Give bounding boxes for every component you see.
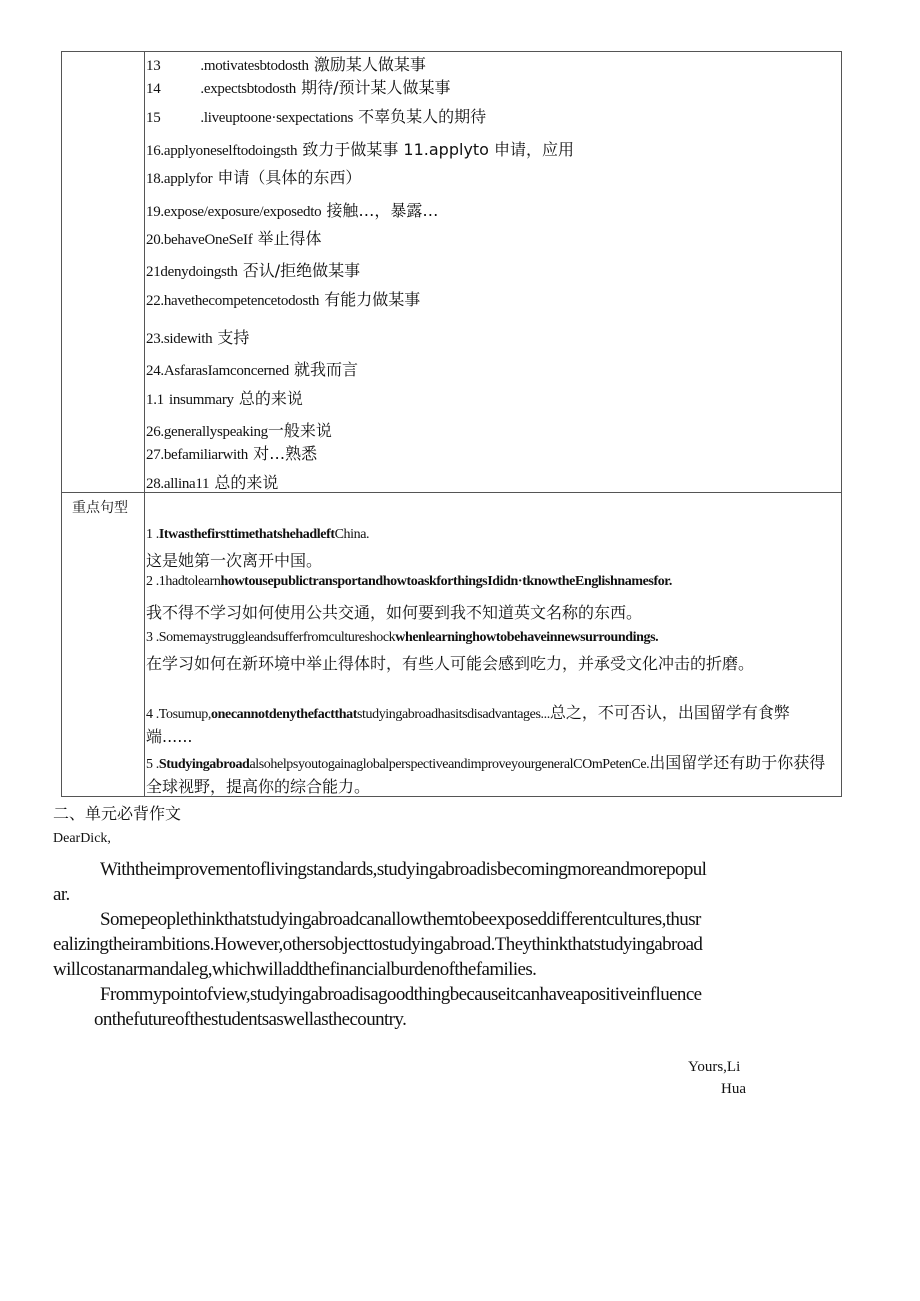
phrase-chinese: 接触…，暴露… [326,201,439,220]
phrase-item [146,78,451,99]
sentence-1-chinese: 这是她第一次离开中国。 [146,551,323,570]
phrase-english: .havethecompetencetodosth [160,293,320,309]
sentence-2-chinese: 我不得不学习如何使用公共交通，如何要到我不知道英文名称的东西。 [146,603,643,622]
phrase-item [146,229,322,250]
phrase-item [146,107,486,128]
phrase-number: 14 [146,81,161,97]
table-column-divider [144,51,145,797]
phrase-number: 1.1 [146,392,164,408]
phrase-english: .applyoneselftodoingsth [160,143,298,159]
phrase-item [146,444,317,465]
phrase-english: .generallyspeaking [160,424,268,440]
sentence-5: 5 .StudyingabroadalsohelpsyoutogainaglobalperspectiveandimproveyourgeneralCOmPetenCe.出国留学还有助于你获得全球视野，提高你的综合能力。 [146,753,826,796]
phrase-item [146,328,249,349]
essay-paragraph-3-line-2: onthefutureofthestudentsaswellasthecountry. [94,1009,407,1030]
phrase-chinese: 举止得体 [257,229,322,248]
letter-closing: Yours,Li [688,1059,741,1075]
phrase-item [146,261,360,282]
phrase-chinese: 期待/预计某人做某事 [301,78,451,97]
sentence-4: 4 .Tosumup,onecannotdenythefactthatstudyingabroadhasitsdisadvantages...总之，不可否认，出国留学有食弊端...... [146,703,790,746]
phrase-chinese: 致力于做某事 11.applyto 申请，应用 [302,140,575,159]
sentence-1-english: 1 .ItwasthefirsttimethatshehadleftChina. [146,527,370,542]
essay-paragraph-2-line-1: Somepeoplethinkthatstudyingabroadcanallowthemtobeexposeddifferentcultures,thusr [100,909,701,930]
sentences-label: 重点句型 [72,500,128,516]
phrase-number: 28 [146,476,161,492]
phrase-english: insummary [168,392,234,408]
sentence-5-chinese: 出国留学还有助于你获得全球视野，提高你的综合能力。 [146,753,826,796]
phrase-chinese: 有能力做某事 [324,290,421,309]
phrase-item [146,421,332,442]
phrase-number: 15 [146,110,161,126]
essay-paragraph-3-line-1: Frommypointofview,studyingabroadisagoodthingbecauseitcanhaveapositiveinfluence [100,984,702,1005]
phrase-number: 13 [146,58,161,74]
phrase-english: .applyfor [160,171,213,187]
essay-paragraph-1-line-1: Withtheimprovementoflivingstandards,studyingabroadisbecomingmoreandmorepopul [100,859,707,880]
phrase-number: 26 [146,424,161,440]
phrase-chinese: 就我而言 [294,360,359,379]
phrase-item [146,140,574,161]
phrase-english: .liveuptoone·sexpectations [200,110,353,126]
sentence-3-english: 3 .Somemaystruggleandsufferfromcultureshockwhenlearninghowtobehaveinnewsurroundings. [146,630,659,645]
phrase-chinese: 激励某人做某事 [313,55,426,74]
phrase-chinese: 总的来说 [214,473,279,492]
phrase-chinese: 不辜负某人的期待 [358,107,487,126]
phrase-item [146,55,426,76]
sentence-3-chinese: 在学习如何在新环境中举止得体时，有些人可能会感到吃力，并承受文化冲击的折磨。 [146,654,755,673]
phrase-number: 20 [146,232,161,248]
phrase-english: .allina11 [160,476,210,492]
phrase-item [146,168,361,189]
phrase-number: 19 [146,204,161,220]
phrase-english: .AsfarasIamconcerned [160,363,289,379]
phrase-english: .befamiliarwith [160,447,248,463]
essay-paragraph-2-line-2: ealizingtheirambitions.However,othersobjecttostudyingabroad.Theythinkthatstudyingabroad [53,934,703,955]
sentence-2-english: 2 .1hadtolearnhowtousepublictransportandhowtoaskforthingsIdidn·tknowtheEnglishnamesfor. [146,574,672,589]
phrase-item [146,360,358,381]
phrase-list [146,55,836,491]
phrase-chinese: 支持 [217,328,250,347]
sentence-4-chinese: 总之，不可否认，出国留学有食弊端...... [146,703,790,746]
phrase-item [146,201,438,222]
phrase-item [146,473,278,494]
letter-signature: Hua [721,1081,746,1097]
phrase-english: .expectsbtodosth [200,81,297,97]
phrase-english: .behaveOneSeIf [160,232,253,248]
phrase-chinese: 总的来说 [238,389,303,408]
letter-salutation: DearDick, [53,831,111,846]
phrase-item [146,290,420,311]
phrase-item [146,389,303,410]
section-title: 二、单元必背作文 [53,804,182,823]
phrase-number: 21 [146,264,161,280]
key-sentences [146,525,836,795]
phrase-english: .sidewith [160,331,213,347]
phrase-number: 23 [146,331,161,347]
phrase-number: 24 [146,363,161,379]
essay-paragraph-2-line-3: willcostanarmandaleg,whichwilladdthefinancialburdenofthefamilies. [53,959,537,980]
essay-paragraph-1-line-2: ar. [53,884,70,905]
phrase-chinese: 申请（具体的东西） [217,168,362,187]
phrase-chinese: 对…熟悉 [253,444,318,463]
phrase-english: .expose/exposure/exposedto [160,204,322,220]
phrase-number: 18 [146,171,161,187]
phrase-english: denydoingsth [160,264,238,280]
phrase-number: 22 [146,293,161,309]
phrase-chinese: 一般来说 [267,421,332,440]
phrase-number: 16 [146,143,161,159]
phrase-chinese: 否认/拒绝做某事 [242,261,361,280]
phrase-english: .motivatesbtodosth [200,58,309,74]
phrase-number: 27 [146,447,161,463]
